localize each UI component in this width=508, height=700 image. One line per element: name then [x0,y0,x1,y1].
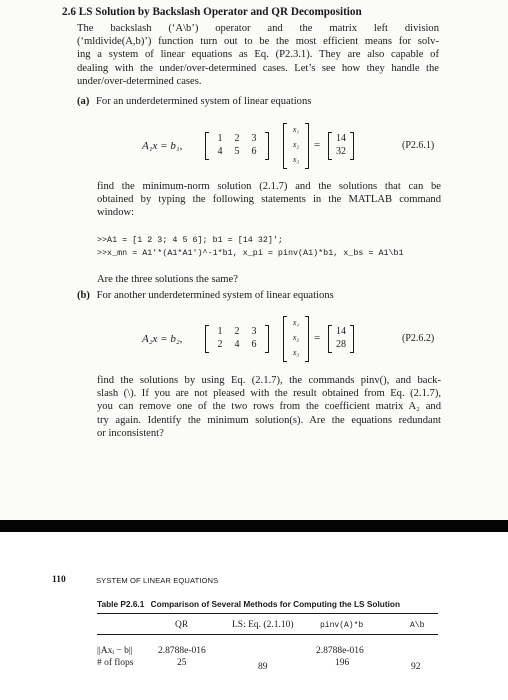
matrix-cell: 4 [217,146,223,157]
vector-entry: x₁ [292,125,300,134]
equation-number: (P2.6.1) [402,140,435,151]
part-a-paragraph [97,180,441,220]
vector-right-bracket [305,123,309,169]
intro-line: The backslash (‘A\b’) operator and the matrix left division [77,23,439,34]
rhs-vector [328,325,354,353]
paragraph-line: or inconsistent? [97,427,164,439]
part-b-paragraph [97,374,441,440]
equation-p2-6-1 [0,123,508,173]
equals-sign: = [314,139,321,151]
paragraph-line: find the minimum-norm solution (2.1.7) and the solutions that can be [97,181,441,192]
vector-left-bracket [328,132,332,160]
vector-entry: x₂ [292,140,300,149]
matrix-cell: 2 [234,133,240,144]
vector-entry: x₃ [292,155,300,164]
vector-entry: x₂ [292,333,300,342]
vector-entry: x₃ [292,348,300,357]
table-caption [97,599,400,609]
equals-sign: = [314,332,321,344]
equation-p2-6-2 [0,316,508,366]
matlab-code-line-1: >>A1 = [1 2 3; 4 5 6]; b1 = [14 32]'; [97,235,283,245]
table-cell: 89 [258,662,268,672]
textbook-page-lower [0,532,508,700]
intro-paragraph [77,22,439,88]
coefficient-matrix [205,132,269,160]
vector-left-bracket [283,316,287,362]
vector-right-bracket [350,132,354,160]
equation-number: (P2.6.2) [402,333,435,344]
table-cell: 2.8788e-016 [158,646,206,656]
part-b-heading [77,290,334,301]
paragraph-line: slash (\). If you are not pleased with the result obtained from Eq. (2.1.7), [97,388,441,400]
intro-line: under/over-determined cases. [77,75,202,87]
vector-entry: 14 [336,133,346,144]
vector-entry: 28 [336,339,346,350]
part-a-text: For an underdetermined system of linear equations [96,96,312,107]
matrix-cell: 4 [234,339,240,350]
matrix-cell: 1 [217,326,223,337]
part-b-label: (b) [77,290,90,301]
table-col-header: pinv(A)*b [320,621,364,630]
table-cell: 196 [335,658,350,668]
matrix-cell: 5 [234,146,240,157]
table-col-header: LS: Eq. (2.1.10) [232,620,294,630]
table-top-rule [97,613,438,614]
matrix-cell: 3 [251,133,257,144]
table-col-header: QR [175,620,189,630]
table-col-header: A\b [410,621,425,630]
paragraph-line: window: [97,207,135,219]
matrix-left-bracket [205,132,209,160]
matrix-cell: 6 [251,146,257,157]
vector-entry: x₁ [292,318,300,327]
intro-line: (‘mldivide(A,b)’) function turn out to be the most efficient means for solv- [77,36,439,48]
equation-lhs: A₂x = b₂, [142,333,183,345]
paragraph-line: try again. Identify the minimum solution(s). Are the equations redundant [97,414,441,426]
running-header: SYSTEM OF LINEAR EQUATIONS [96,576,219,585]
unknown-vector [283,123,309,169]
page-number: 110 [52,575,66,585]
coefficient-matrix [205,325,269,353]
part-a-label: (a) [77,96,90,107]
matrix-cell: 3 [251,326,257,337]
matrix-cell: 2 [234,326,240,337]
table-row-label: # of flops [97,658,134,668]
table-header-rule [97,634,438,635]
intro-line: ing a system of linear equations as Eq. (P2.3.1). They are also capable of [77,49,439,61]
vector-entry: 32 [336,146,346,157]
matrix-cell: 1 [217,133,223,144]
unknown-vector [283,316,309,362]
table-cell: 92 [411,662,421,672]
table-cell: 2.8788e-016 [316,646,364,656]
matlab-code-line-2: >>x_mn = A1'*(A1*A1')^-1*b1, x_pi = pinv(A1)*b1, x_bs = A1\b1 [97,248,404,258]
table-caption-text: Comparison of Several Methods for Computing the LS Solution [150,599,401,609]
intro-line: dealing with the under/over-determined cases. Let’s see how they handle the [77,62,439,74]
vector-left-bracket [328,325,332,353]
equation-lhs: A₁x = b₁, [142,140,183,152]
page-gap-band [0,520,508,532]
part-b-text: For another underdetermined system of linear equations [96,290,334,301]
matrix-right-bracket [265,132,269,160]
table-cell: 25 [177,658,187,668]
table-caption-label: Table P2.6.1 [97,599,145,609]
rhs-vector [328,132,354,160]
vector-left-bracket [283,123,287,169]
vector-right-bracket [305,316,309,362]
table-row-label: ||Axᵢ − b|| [97,646,133,656]
part-a-question: Are the three solutions the same? [97,274,238,285]
part-a-heading [77,96,311,107]
section-heading: 2.6 LS Solution by Backslash Operator and QR Decomposition [62,6,362,18]
paragraph-line: you can remove one of the two rows from the coefficient matrix A₂ and [97,401,441,413]
matrix-left-bracket [205,325,209,353]
matrix-right-bracket [265,325,269,353]
paragraph-line: find the solutions by using Eq. (2.1.7), the commands pinv(), and back- [97,375,441,386]
matrix-cell: 6 [251,339,257,350]
matrix-cell: 2 [217,339,223,350]
vector-entry: 14 [336,326,346,337]
paragraph-line: obtained by typing the following statements in the MATLAB command [97,194,441,206]
vector-right-bracket [350,325,354,353]
